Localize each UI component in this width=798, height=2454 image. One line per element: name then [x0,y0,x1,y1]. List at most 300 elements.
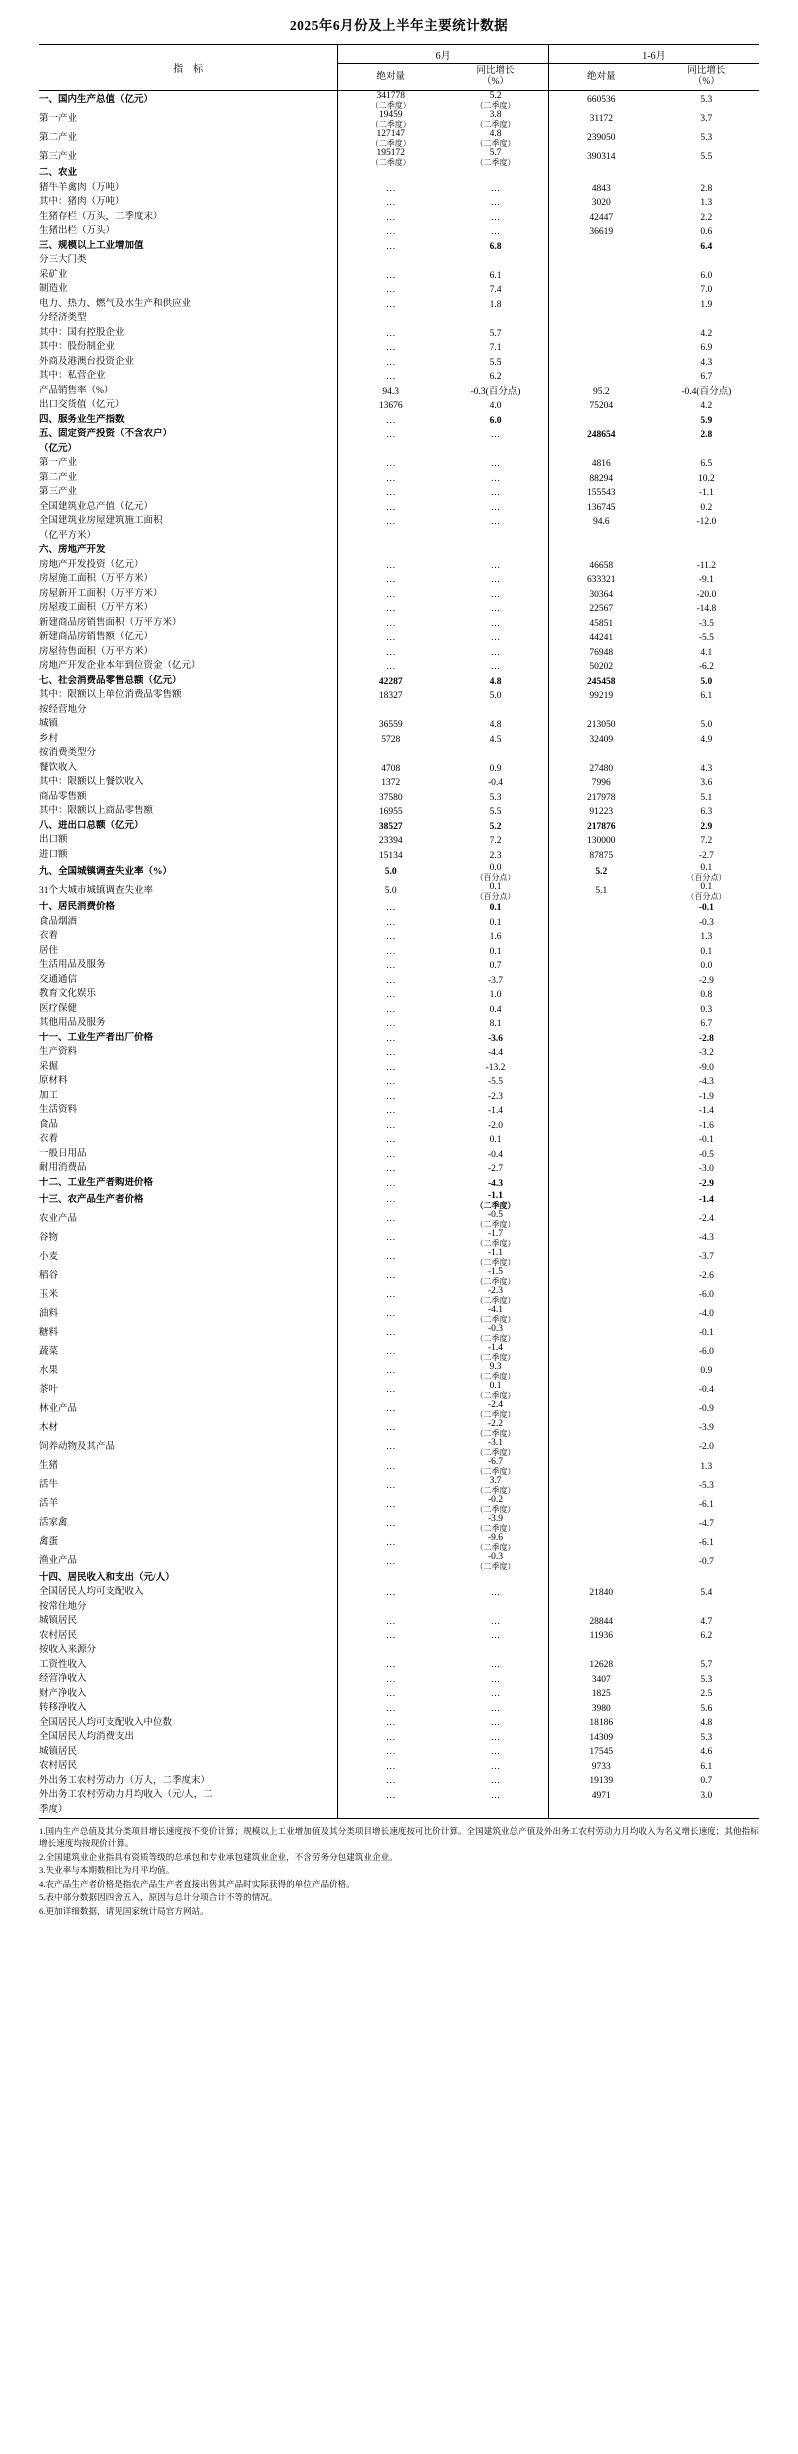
row-month-absolute: … [385,1732,396,1743]
row-cumulative-yoy: -4.3 [698,1233,714,1244]
row-indicator: 全国建筑业房屋建筑施工面积 [39,515,338,530]
row-month-yoy: 4.8 [443,675,548,690]
table-row [39,1017,759,1032]
row-month-yoy: -2.0 [443,1119,548,1134]
row-month-absolute: 38527 [378,821,403,832]
row-month-absolute: … [385,1328,396,1339]
table-row [39,974,759,989]
table-row [39,1438,759,1457]
row-month-absolute: … [385,1077,396,1088]
row-indicator: 进口额 [39,849,338,864]
row-month-yoy: -1.4 [443,1104,548,1119]
row-indicator: 教育文化娱乐 [39,988,338,1003]
row-cumulative-yoy: 5.4 [700,1587,713,1598]
row-cumulative-yoy: -1.6 [698,1120,714,1131]
row-indicator: 十、居民消费价格 [39,901,338,916]
row-indicator: 外商及港澳台投资企业 [39,356,338,371]
row-month-yoy: -4.3 [443,1177,548,1192]
row-month-yoy: -3.9 （二季度） [443,1514,548,1533]
row-indicator: 七、社会消费品零售总额（亿元） [39,675,338,690]
row-month-absolute: … [385,1776,396,1787]
row-month-absolute [338,167,443,182]
table-row [39,762,759,777]
row-indicator: 六、房地产开发 [39,544,338,559]
row-cumulative-yoy: -3.0 [698,1164,714,1175]
row-indicator: 二、农业 [39,167,338,182]
row-month-absolute: … [385,1062,396,1073]
row-month-absolute: 19459 （二季度） [370,110,411,129]
row-indicator: 渔业产品 [39,1552,338,1571]
row-month-yoy: -13.2 [443,1061,548,1076]
row-cumulative-absolute [548,1090,653,1105]
row-month-absolute: 5728 [381,734,401,745]
table-row [39,1210,759,1229]
table-row [39,1046,759,1061]
header-cum-yoy [654,64,759,91]
row-month-absolute [338,544,443,559]
row-month-yoy: 5.5 [443,805,548,820]
row-indicator: 猪牛羊禽肉（万吨） [39,182,338,197]
row-cumulative-yoy: -0.7 [698,1556,714,1567]
page-title: 2025年6月份及上半年主要统计数据 [289,18,509,33]
row-cumulative-absolute: 136745 [587,502,616,513]
row-month-absolute: … [385,990,396,1001]
row-month-yoy: 0.1 [443,945,548,960]
row-cumulative-yoy: -0.4 [698,1385,714,1396]
row-month-yoy: 1.6 [443,930,548,945]
row-indicator: 原材料 [39,1075,338,1090]
table-row [39,1731,759,1746]
row-cumulative-absolute [548,356,653,371]
row-month-yoy: 5.7 （二季度） [443,148,548,167]
row-cumulative-absolute: 3020 [591,198,611,208]
row-cumulative-yoy: 5.3 [700,1674,713,1685]
row-month-yoy: … [443,1615,548,1630]
row-month-absolute: … [385,1404,396,1415]
row-month-absolute: … [385,285,396,295]
row-month-yoy: 0.1 （二季度） [443,1381,548,1400]
statistics-table [39,44,759,1819]
row-indicator: 房屋竣工面积（万平方米） [39,602,338,617]
row-cumulative-absolute: 44241 [589,633,614,643]
row-cumulative-absolute [548,1148,653,1163]
header-indicator: 指 标 [39,45,338,91]
row-month-yoy: -5.5 [443,1075,548,1090]
row-month-absolute: … [385,1587,396,1598]
row-month-absolute: … [385,1499,396,1510]
row-month-yoy: … [443,196,548,211]
row-cumulative-absolute [548,1046,653,1061]
row-cumulative-yoy: -9.0 [698,1062,714,1073]
table-row [39,1286,759,1305]
row-indicator: 外出务工农村劳动力月均收入（元/人，二 [39,1789,338,1804]
row-cumulative-absolute [548,1400,653,1419]
table-row [39,791,759,806]
row-indicator: 城镇居民 [39,1745,338,1760]
row-month-yoy: … [443,211,548,226]
row-indicator: 十一、工业生产者出厂价格 [39,1032,338,1047]
row-month-absolute: 1372 [381,778,401,788]
row-cumulative-yoy: -4.3 [698,1077,714,1088]
table-row [39,385,759,400]
row-cumulative-yoy: -4.0 [698,1309,714,1320]
row-month-yoy: -1.1 （二季度） [443,1248,548,1267]
row-indicator: 新建商品房销售面积（万平方米） [39,617,338,632]
table-row [39,1760,759,1775]
row-cumulative-yoy: 2.9 [700,821,713,832]
table-row [39,1003,759,1018]
table-header-top [39,45,759,64]
row-cumulative-absolute [548,341,653,356]
row-month-yoy: -4.1 （二季度） [443,1305,548,1324]
table-row [39,1716,759,1731]
row-month-absolute: … [385,662,396,672]
row-month-absolute: … [385,488,396,498]
row-month-absolute: … [385,270,396,281]
row-month-yoy [443,544,548,559]
row-month-yoy: 6.2 [443,370,548,385]
row-indicator: 生产资料 [39,1046,338,1061]
row-month-absolute: … [385,1178,396,1189]
row-month-absolute: … [385,1091,396,1102]
table-row [39,399,759,414]
row-indicator: 季度） [39,1803,338,1818]
row-cumulative-yoy: 0.3 [700,1004,713,1015]
row-month-absolute: … [385,299,396,310]
table-row [39,834,759,849]
row-cumulative-yoy [654,747,759,762]
row-cumulative-yoy: -2.4 [698,1214,714,1225]
row-month-absolute: … [385,1703,396,1714]
row-month-yoy: … [443,1745,548,1760]
row-cumulative-yoy [654,704,759,719]
row-month-yoy: -0.4 [443,776,548,791]
row-indicator: 五、固定资产投资（不含农户） [39,428,338,443]
row-cumulative-absolute: 28844 [589,1616,614,1627]
row-indicator: 饲养动物及其产品 [39,1438,338,1457]
row-month-absolute: … [385,183,396,194]
row-cumulative-absolute [548,1533,653,1552]
table-row [39,1745,759,1760]
row-month-absolute: … [385,1252,396,1263]
row-indicator: 生活用品及服务 [39,959,338,974]
row-cumulative-absolute: 45851 [589,618,614,629]
row-indicator: 十四、居民收入和支出（元/人） [39,1571,338,1586]
row-indicator: 茶叶 [39,1381,338,1400]
row-month-absolute: 15134 [378,850,403,861]
row-cumulative-absolute: 19139 [589,1776,614,1787]
row-indicator: 其中：限额以上餐饮收入 [39,776,338,791]
row-cumulative-absolute: 4971 [591,1790,611,1801]
row-month-absolute: … [385,1480,396,1491]
row-cumulative-absolute: 9733 [591,1761,611,1772]
table-row [39,148,759,167]
table-row [39,1148,759,1163]
row-indicator: 电力、热力、燃气及水生产和供应业 [39,298,338,313]
table-row [39,805,759,820]
row-cumulative-yoy: -0.3 [698,917,714,928]
row-month-yoy: 1.8 [443,298,548,313]
row-indicator: 木材 [39,1419,338,1438]
row-cumulative-absolute [548,414,653,429]
row-cumulative-yoy: -2.6 [698,1271,714,1282]
header-group-cumulative: 1-6月 [548,45,759,64]
row-month-absolute: 18327 [378,691,403,701]
row-cumulative-absolute [548,1362,653,1381]
row-cumulative-yoy: -1.1 [698,488,714,498]
row-indicator: 居住 [39,945,338,960]
row-cumulative-yoy: -2.0 [698,1442,714,1453]
table-row [39,901,759,916]
footnote: 2.全国建筑业企业指具有资质等级的总承包和专业承包建筑业企业，不含劳务分包建筑业企业。 [39,1851,398,1862]
row-cumulative-absolute: 248654 [587,430,616,440]
row-indicator: 城镇 [39,718,338,733]
row-cumulative-yoy [654,254,759,269]
row-month-yoy: 5.7 [443,327,548,342]
table-row [39,312,759,327]
row-cumulative-yoy: -12.0 [696,517,717,527]
row-cumulative-absolute: 27480 [589,763,614,774]
row-cumulative-absolute: 660536 [587,95,616,106]
row-month-absolute [338,530,443,545]
row-month-absolute: … [385,604,396,614]
table-row [39,1381,759,1400]
table-row [39,414,759,429]
row-month-yoy: -6.7 （二季度） [443,1457,548,1476]
header-group-month: 6月 [338,45,549,64]
row-indicator: 谷物 [39,1229,338,1248]
row-indicator: 城镇居民 [39,1615,338,1630]
row-cumulative-absolute [548,945,653,960]
row-month-absolute: … [385,1616,396,1627]
row-indicator: 食品 [39,1119,338,1134]
row-cumulative-absolute [548,916,653,931]
row-cumulative-absolute [548,1162,653,1177]
row-month-yoy: … [443,1702,548,1717]
row-month-absolute [338,1600,443,1615]
row-cumulative-absolute: 633321 [587,575,616,585]
row-month-absolute: … [385,975,396,986]
row-indicator: 食品烟酒 [39,916,338,931]
row-cumulative-absolute [548,1495,653,1514]
row-month-yoy: … [443,588,548,603]
row-cumulative-absolute [548,1191,653,1210]
table-row [39,588,759,603]
row-month-yoy: -2.3 （二季度） [443,1286,548,1305]
table-row [39,1119,759,1134]
row-indicator: 转移净收入 [39,1702,338,1717]
row-cumulative-yoy: -2.8 [698,1033,714,1044]
row-indicator: 其他用品及服务 [39,1017,338,1032]
row-cumulative-yoy: 0.1 （百分点） [686,882,727,901]
row-cumulative-yoy: -0.1 [698,1135,714,1146]
row-month-absolute: … [385,227,396,237]
row-month-yoy: … [443,515,548,530]
row-indicator: 按经营地分 [39,704,338,719]
row-indicator: 分三大门类 [39,254,338,269]
row-cumulative-absolute [548,1210,653,1229]
row-month-absolute: … [385,1761,396,1772]
row-month-yoy: 7.1 [443,341,548,356]
row-indicator: 全国居民人均消费支出 [39,1731,338,1746]
row-cumulative-absolute [548,1133,653,1148]
table-row [39,1419,759,1438]
table-row [39,1191,759,1210]
row-month-yoy: 4.8 [443,718,548,733]
row-cumulative-yoy: 4.7 [700,1616,713,1627]
row-month-absolute: 36559 [378,720,403,730]
row-month-absolute: … [385,1347,396,1358]
row-cumulative-absolute [548,1419,653,1438]
row-indicator: 全国居民人均可支配收入 [39,1586,338,1601]
row-cumulative-absolute: 94.6 [592,517,610,527]
table-row [39,1552,759,1571]
row-cumulative-yoy: -0.4(百分点) [681,386,732,397]
table-row [39,1514,759,1533]
row-cumulative-absolute: 130000 [587,836,616,846]
table-row [39,945,759,960]
row-month-absolute: … [385,430,396,440]
row-month-yoy: 6.0 [443,414,548,429]
row-cumulative-absolute: 213050 [587,720,616,730]
row-cumulative-absolute: 30364 [589,589,614,600]
row-cumulative-absolute [548,443,653,458]
row-cumulative-absolute [548,1343,653,1362]
row-cumulative-absolute [548,167,653,182]
row-cumulative-absolute [548,747,653,762]
row-month-absolute: 13676 [378,401,403,411]
row-month-absolute: … [385,1164,396,1175]
row-cumulative-absolute: 5.1 [595,886,608,897]
row-month-yoy: -0.2 （二季度） [443,1495,548,1514]
row-cumulative-yoy: 4.3 [700,357,713,368]
row-month-yoy: 6.1 [443,269,548,284]
row-cumulative-absolute [548,959,653,974]
row-indicator: 第三产业 [39,486,338,501]
row-cumulative-yoy: 0.0 [700,961,713,972]
row-cumulative-yoy: 1.9 [700,299,713,310]
row-month-yoy: -0.3(百分点) [443,385,548,400]
row-indicator: 房屋施工面积（万平方米） [39,573,338,588]
row-cumulative-absolute: 21840 [589,1587,614,1598]
row-month-absolute: … [385,459,396,469]
table-row [39,1495,759,1514]
row-cumulative-yoy: 3.0 [700,1790,713,1801]
row-indicator: 第一产业 [39,457,338,472]
row-cumulative-yoy: 6.1 [700,1761,713,1772]
row-indicator: 农村居民 [39,1629,338,1644]
row-month-absolute: … [385,1790,396,1801]
row-indicator: 农业产品 [39,1210,338,1229]
row-indicator: 餐饮收入 [39,762,338,777]
row-month-absolute: … [385,1442,396,1453]
table-row [39,863,759,882]
table-row [39,486,759,501]
row-cumulative-absolute [548,1600,653,1615]
table-row [39,559,759,574]
row-indicator: 出口额 [39,834,338,849]
row-indicator: 玉米 [39,1286,338,1305]
table-row [39,457,759,472]
row-cumulative-yoy: 0.2 [700,502,713,513]
row-month-yoy: -0.4 [443,1148,548,1163]
table-row [39,298,759,313]
row-month-yoy: … [443,617,548,632]
row-cumulative-absolute [548,1248,653,1267]
row-cumulative-yoy: -14.8 [696,604,717,614]
row-month-absolute: … [385,1518,396,1529]
row-cumulative-yoy: 6.0 [700,270,713,281]
row-cumulative-yoy: 0.8 [700,990,713,1001]
table-row [39,1343,759,1362]
row-cumulative-absolute [548,1644,653,1659]
row-month-absolute [338,443,443,458]
table-row [39,1629,759,1644]
row-indicator: 生猪出栏（万头） [39,225,338,240]
table-row [39,704,759,719]
row-cumulative-yoy [654,167,759,182]
row-month-absolute: … [385,575,396,585]
row-cumulative-yoy [654,443,759,458]
row-month-absolute: … [385,647,396,658]
row-cumulative-yoy [654,544,759,559]
row-cumulative-yoy [654,530,759,545]
row-month-absolute: … [385,560,396,571]
row-month-absolute: … [385,357,396,368]
table-row [39,1476,759,1495]
row-cumulative-yoy [654,1600,759,1615]
row-cumulative-absolute: 76948 [589,647,614,658]
row-indicator: 八、进出口总额（亿元） [39,820,338,835]
row-indicator: 第三产业 [39,148,338,167]
row-cumulative-absolute [548,1267,653,1286]
row-indicator: 新建商品房销售额（亿元） [39,631,338,646]
table-row [39,776,759,791]
row-cumulative-yoy [654,1571,759,1586]
row-cumulative-yoy: 5.7 [700,1660,713,1671]
row-month-yoy: 5.2 （二季度） [443,91,548,111]
row-cumulative-absolute: 36619 [589,227,614,237]
row-month-yoy [443,254,548,269]
row-month-yoy: … [443,1586,548,1601]
row-indicator: 按消费类型分 [39,747,338,762]
row-cumulative-absolute: 95.2 [592,386,610,397]
row-cumulative-absolute [548,1324,653,1343]
header-cum-abs: 绝对量 [548,64,653,91]
row-month-yoy: … [443,573,548,588]
row-cumulative-yoy: -6.0 [698,1290,714,1301]
row-month-yoy [443,1803,548,1818]
row-month-absolute: 4708 [381,763,401,774]
row-month-yoy [443,1571,548,1586]
row-month-yoy: … [443,225,548,240]
table-row [39,1267,759,1286]
row-cumulative-absolute: 31172 [589,114,613,125]
row-month-absolute: 16955 [378,807,403,817]
row-month-absolute: … [385,1149,396,1160]
table-row [39,646,759,661]
row-month-absolute: 37580 [378,792,403,803]
row-month-yoy: -1.5 （二季度） [443,1267,548,1286]
table-row [39,1061,759,1076]
row-cumulative-absolute [548,704,653,719]
row-month-yoy: -0.3 （二季度） [443,1552,548,1571]
row-cumulative-yoy: -3.5 [698,618,714,629]
row-month-absolute: … [385,633,396,643]
table-row [39,1702,759,1717]
row-month-absolute: … [385,589,396,600]
row-cumulative-yoy: -5.3 [698,1480,714,1491]
